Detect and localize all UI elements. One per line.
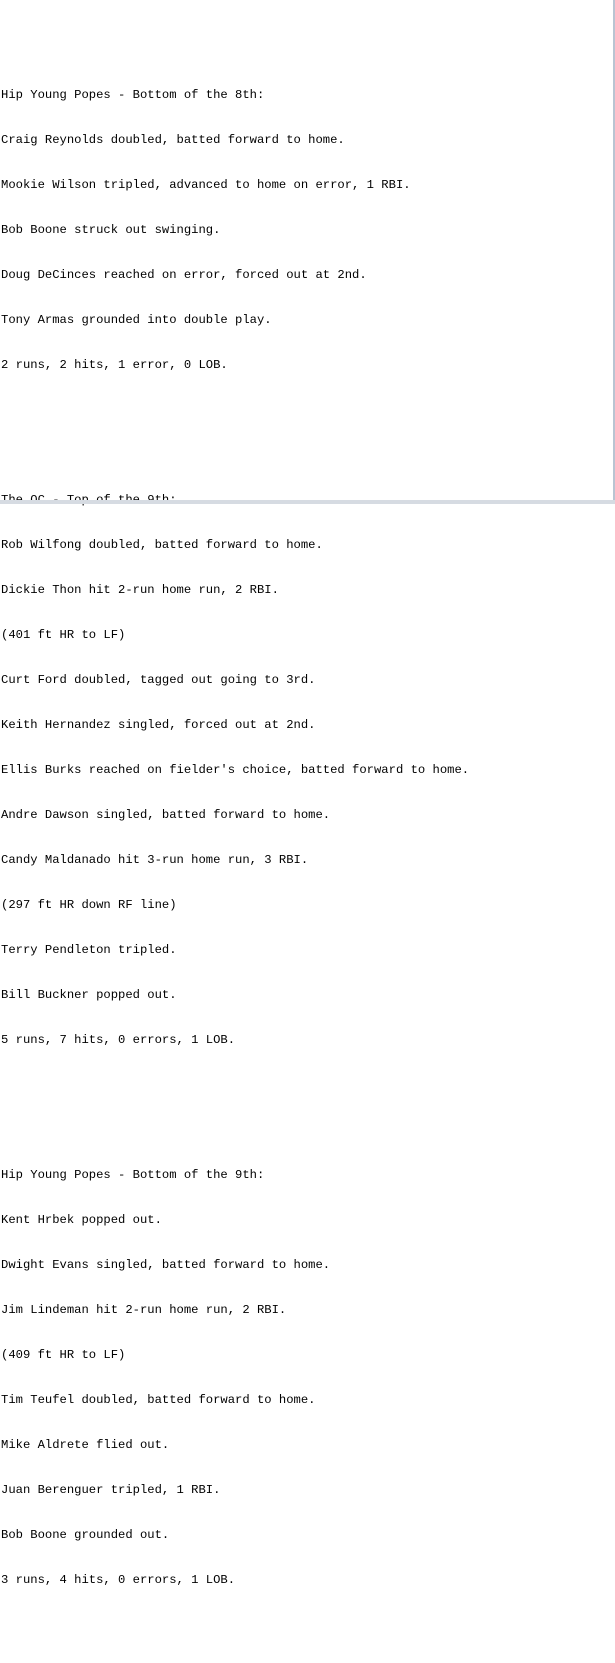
play-line: Ellis Burks reached on fielder's choice, batted forward to home.	[1, 763, 470, 777]
play-note: (297 ft HR down RF line)	[1, 898, 177, 912]
play-line: Keith Hernandez singled, forced out at 2nd.	[1, 718, 316, 732]
play-line: Bill Buckner popped out.	[1, 988, 177, 1002]
play-line: Terry Pendleton tripled.	[1, 943, 177, 957]
play-line: Mookie Wilson tripled, advanced to home on error, 1 RBI.	[1, 178, 411, 192]
play-by-play-log	[1, 13, 469, 1663]
play-note: (409 ft HR to LF)	[1, 1348, 126, 1362]
play-line: Curt Ford doubled, tagged out going to 3rd.	[1, 673, 316, 687]
inning-section	[1, 58, 469, 403]
play-line: Tony Armas grounded into double play.	[1, 313, 272, 327]
horizontal-scrollbar-edge[interactable]	[0, 500, 615, 504]
inning-header: Hip Young Popes - Bottom of the 8th:	[1, 88, 265, 102]
inning-summary: 2 runs, 2 hits, 1 error, 0 LOB.	[1, 358, 228, 372]
play-line: Jim Lindeman hit 2-run home run, 2 RBI.	[1, 1303, 287, 1317]
inning-summary: 5 runs, 7 hits, 0 errors, 1 LOB.	[1, 1033, 236, 1047]
play-line: Craig Reynolds doubled, batted forward to home.	[1, 133, 345, 147]
inning-header: Hip Young Popes - Bottom of the 9th:	[1, 1168, 265, 1182]
play-line: Dwight Evans singled, batted forward to home.	[1, 1258, 331, 1272]
inning-section	[1, 463, 469, 1078]
play-line: Doug DeCinces reached on error, forced out at 2nd.	[1, 268, 367, 282]
play-line: Juan Berenguer tripled, 1 RBI.	[1, 1483, 221, 1497]
play-line: Tim Teufel doubled, batted forward to home.	[1, 1393, 316, 1407]
play-line: Kent Hrbek popped out.	[1, 1213, 162, 1227]
play-line: Bob Boone grounded out.	[1, 1528, 170, 1542]
inning-summary: 3 runs, 4 hits, 0 errors, 1 LOB.	[1, 1573, 236, 1587]
play-line: Andre Dawson singled, batted forward to home.	[1, 808, 331, 822]
inning-section	[1, 1138, 469, 1618]
play-line: Rob Wilfong doubled, batted forward to home.	[1, 538, 323, 552]
play-line: Bob Boone struck out swinging.	[1, 223, 221, 237]
play-line: Mike Aldrete flied out.	[1, 1438, 170, 1452]
play-note: (401 ft HR to LF)	[1, 628, 126, 642]
play-line: Candy Maldanado hit 3-run home run, 3 RBI.	[1, 853, 309, 867]
play-line: Dickie Thon hit 2-run home run, 2 RBI.	[1, 583, 279, 597]
